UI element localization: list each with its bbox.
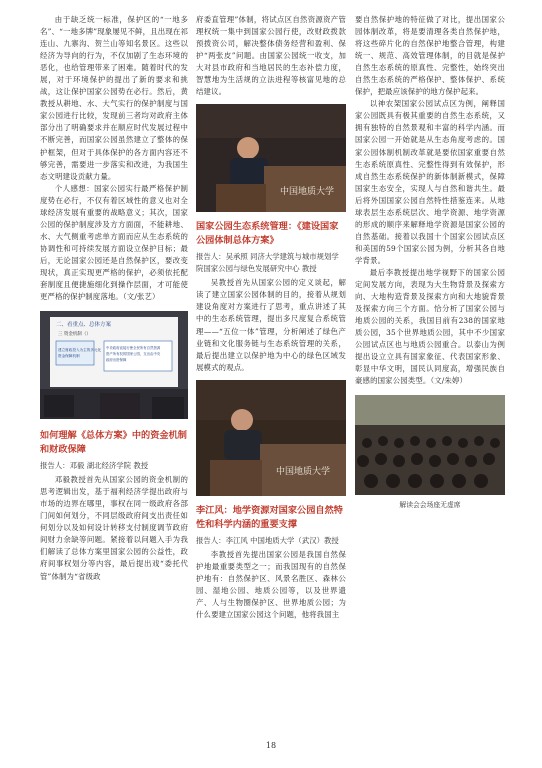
column-right (355, 14, 505, 509)
paragraph: 邓毅教授首先从国家公园的资金机制的思考逻辑出发，基于福利经济学提出政府与市场的边界在哪里，事权在同一级政府各部门间如何划分，不同层级政府间支出责任如何划分以及如何设计转移支付制度调节政府间财力余缺等问题。紧接着以问题入手为我们解读了总体方案里国家公园的公益性，政府间事权划分等内容，最后提出戏“委托代管”体制为“省级政 (40, 475, 188, 581)
paragraph: 府委直管理”体制，将试点区自然资源资产管理权统一集中到国家公园行使，改财政拨款预拨资公司，解决整体债务经营和盈利、保护“两张皮”问题。由国家公园统一收支，加大对县市政府和当地居民的生态补偿力度，智慧地为生活规的立法进程等核富见地的总结建议。 (196, 15, 346, 97)
section-heading-geology: 李江风：地学资源对国家公园自然特性和科学内涵的重要支撑 (196, 504, 343, 530)
paragraph-reflection: 个人感想：国家公园实行最严格保护制度势在必行，不仅有着区域性的意义也对全球经济发展有重要的战略意义；其次，国家公园的保护制度涉及方方面面，不能耕地、水、大气侧重考虑单方面而应从生态系统的协调性和可持续发展方面设立保护目标；最后，无论国家公园还是自然保护区，要改变现状，真正实现更严格的保护，必须依托配套制度且便捷施细化到操作层面，才可能使更严格的保护制度落地。（文/张艺） (40, 183, 188, 302)
paragraph: 以神农架国家公园试点区为例，阐释国家公园既具有极其重要的自然生态系统，又拥有独特的自然景观和丰富的科学内涵。而国家公园一开始就是从生态角度考虑的。国家公园体制机制改革就是要依国家重要自然生态系统原真性、完整性得到有效保护，形成自然生态系统保护的新体制新模式，保障国家生态安全，实现人与自然和谐共生。最后将外国国家公园自然特性措鉴连来。从地球表层生态系统层次、地学资源、地学资源的形成的顺序来解释地学资源是国家公园的自然基础。接着以我国十个国家公园试点区和美国的59个国家公园为例，分析其各自地学背景。 (355, 99, 505, 265)
paragraph: 最后李教授提出地学视野下的国家公园定间发展方向，表现为大生物背景及探索方向、大地构造背景及探索方向和大地貌背景及探索方向三个方面。恰分析了国家公园与地质公园的关系，我国目前有238的国家地质公园，35个世界地质公园，其中不少国家公园试点区也与地质公园重合。以泰山为例提出设立立具有国家象征、代表国家形象、彰显中华文明，国民认同度高，增强民族自豪感的国家公园类型。（文/朱婷） (355, 267, 505, 386)
banner-text: 中国地质大学 (276, 466, 331, 477)
banner-text: 中国地质大学 (280, 187, 335, 198)
photo-speaker-li (196, 380, 346, 496)
reporter-line: 报告人：李江风 中国地质大学（武汉）教授 (196, 535, 339, 545)
section-heading-ecosystem: 国家公园生态系统管理：《建设国家公园体制总体方案》 (196, 221, 339, 247)
column-middle (196, 14, 346, 621)
column-left (40, 14, 188, 583)
photo-audience (355, 395, 505, 495)
paragraph: 由于缺乏统一标准，保护区的“一地多名”、“一地多牌”现象屡见不鲜，且出现在祁连山、九寨沟、贺兰山等知名景区。这些以经济为导向的行为，不仅加剧了生态环境的恶化，也给管理带来了困难。随着时代的发展，对于环境保护的提出了新的要求和挑战，这让保护国家公园势在必行。然后，黄教授从耕地、水、大气实行的保护制度与国家公园进行比较，发现前三者均对政府主体部分出了明确要求并在顺应时代发展过程中不断完善，而国家公园虽然建立了整体的保护框架，但对于具体保护的各方面内容还不够完善，需要进一步落实和改进，为我国生态文明建设贡献力量。 (40, 15, 188, 181)
slide-box2-line1: 中央政府直接行使全民所有自然资源 (106, 346, 161, 351)
slide-box2-line2: 资产所有权的国家公园，支出由中央 (106, 352, 161, 357)
slide-subtitle: 三 资金机制（） (58, 332, 91, 338)
slide-box1-line2: 资金保障机制 (58, 354, 80, 359)
photo-caption: 解读会会场座无虚席 (399, 501, 461, 510)
speaker-photo-svg (196, 104, 346, 212)
reporter-line: 报告人：邓毅 湖北经济学院 教授 (40, 461, 149, 471)
paragraph: 李教授首先提出国家公园是我国自然保护地最重要类型之一；而我国现有的自然保护地有：自然保护区、风景名胜区、森林公园、湿地公园、地质公园等，以及世界遗产、人与生物圈保护区、世界地质公园；为什么要建立国家公园这个问题，他将我国主 (196, 549, 346, 619)
slide-title: 二、看重点、总体方案 (56, 322, 112, 329)
reporter-line: 报告人：吴承照 同济大学建筑与城市规划学院国家公园与绿色发展研究中心 教授 (196, 252, 339, 274)
page-number: 18 (265, 741, 277, 750)
section-heading-funding: 如何理解《总体方案》中的资金机制和财政保障 (40, 430, 187, 456)
photo-speaker-wu (196, 104, 346, 212)
photo-lecture-slide (40, 311, 188, 419)
slide-box2-line3: 政府出资保障 (106, 358, 127, 363)
paragraph: 要自然保护地的特征做了对比，提出国家公园体制改革，将是要清理各类自然保护地，将这些碎片化的自然保护地整合管理，构建统一、规范、高效管理体制，的目就是保护自然生态系统的原真性、完整性，始终突出自然生态系统的严格保护、整体保护、系统保护，把最应该保护的地方保护起来。 (355, 15, 505, 97)
slide-box1-line1: 建立财政投入为主的多元化 (58, 348, 102, 353)
audience-photo-svg (355, 395, 505, 495)
slide-photo-svg (40, 311, 188, 419)
paragraph: 吴教授首先从国家公园的定义谈起，解读了建立国家公园体制的目的，接着从规划建设角度对方案进行了思考，重点讲述了其中的生态系统管理，提出多尺度复合系统管理——“五位一体”管理，分析阐述了绿色产业链和文化服务链与生态系统管理的关系，最后提出建立以保护地为中心的绿色区域发展模式的观点。 (196, 278, 346, 372)
speaker-photo-svg-2 (196, 380, 346, 496)
